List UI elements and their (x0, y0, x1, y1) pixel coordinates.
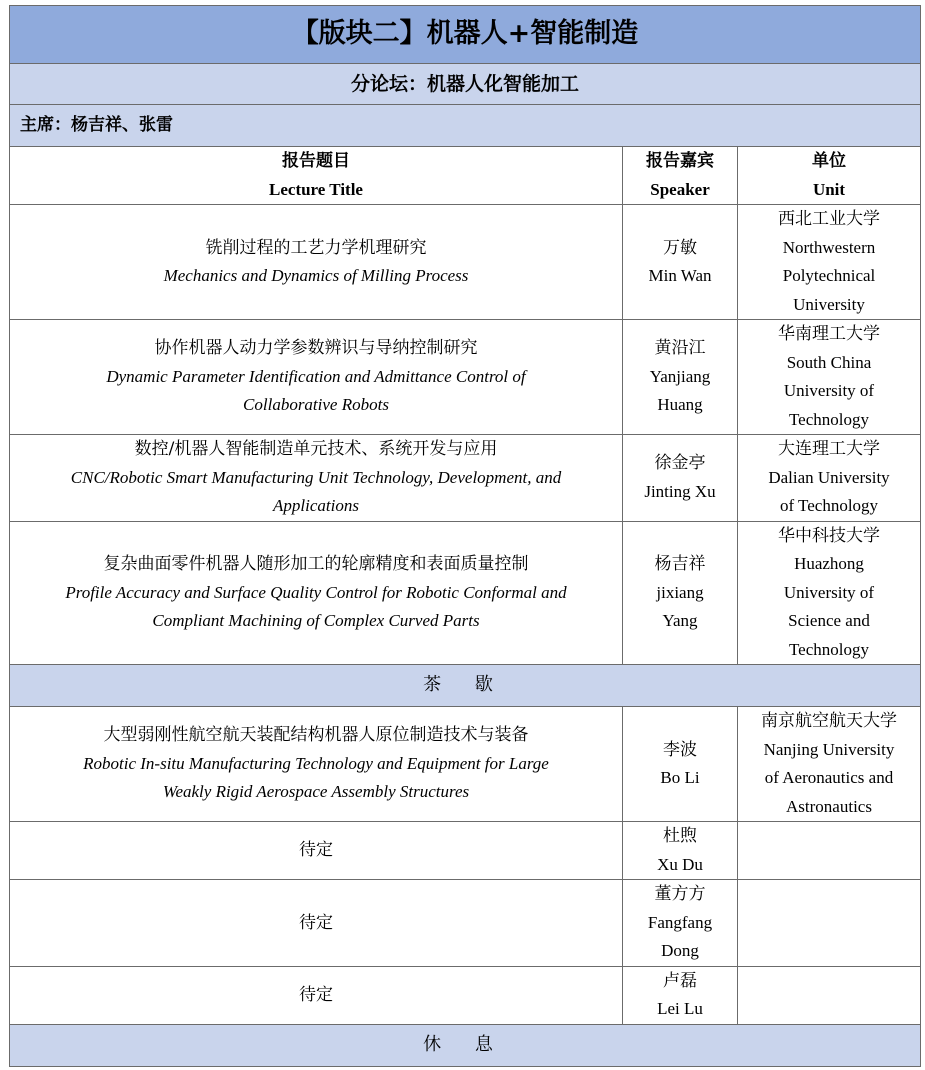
speaker-name-line: Dong (661, 941, 699, 960)
speaker-name-line: 李波 (663, 739, 697, 759)
unit-name-line: Technology (788, 409, 869, 429)
header-unit-zh: 单位 (812, 151, 846, 171)
unit-cell (738, 320, 921, 435)
unit-cell (738, 707, 921, 822)
speaker-name-line: 卢磊 (663, 970, 697, 990)
unit-cell (738, 435, 921, 522)
unit-name-line: Nanjing University (763, 739, 895, 759)
lecture-title-en: CNC/Robotic Smart Manufacturing Unit Technology, Development, and (70, 467, 562, 487)
lecture-title-zh: 复杂曲面零件机器人随形加工的轮廓精度和表面质量控制 (103, 554, 529, 574)
rest-label: 休 息 (10, 1024, 921, 1066)
speaker-name-line: Min Wan (648, 266, 712, 285)
lecture-title-zh: 铣削过程的工艺力学机理研究 (205, 237, 427, 258)
speaker-cell (623, 880, 738, 967)
lecture-title-en: Dynamic Parameter Identification and Admittance Control of (106, 366, 526, 386)
lecture-rows-session-1 (10, 205, 921, 665)
unit-name-line: 大连理工大学 (778, 439, 880, 458)
tea-break-row (10, 665, 921, 707)
lecture-title-cell (10, 435, 623, 522)
lecture-title-en: Collaborative Robots (243, 395, 389, 415)
header-title-zh: 报告题目 (282, 151, 350, 171)
unit-name-line: 华中科技大学 (778, 525, 880, 545)
unit-cell (738, 880, 921, 967)
lecture-title-cell (10, 320, 623, 435)
unit-name-line: University (793, 294, 865, 314)
lecture-title-cell (10, 521, 623, 665)
unit-name-line: 华南理工大学 (778, 324, 880, 343)
speaker-name-line: Jinting Xu (644, 481, 716, 501)
speaker-name-line: 杜煦 (663, 826, 697, 845)
chairs-row (10, 105, 921, 147)
lecture-title-en: Weakly Rigid Aerospace Assembly Structures (162, 782, 470, 802)
header-speaker-en: Speaker (650, 179, 710, 199)
table-row (10, 707, 921, 822)
header-title-en: Lecture Title (269, 179, 363, 199)
header-speaker-cell (623, 147, 738, 205)
unit-name-line: 南京航空航天大学 (761, 711, 897, 730)
lecture-title-en: Compliant Machining of Complex Curved Parts (152, 611, 480, 630)
lecture-title-cell (10, 880, 623, 967)
lecture-title-en: Robotic In-situ Manufacturing Technology and Equipment for Large (83, 753, 549, 773)
header-unit-en: Unit (812, 179, 846, 199)
subforum-title: 分论坛：机器人化智能加工 (10, 64, 921, 105)
unit-cell (738, 822, 921, 880)
table-row (10, 822, 921, 880)
subforum-row (10, 64, 921, 105)
table-row (10, 880, 921, 967)
speaker-cell (623, 435, 738, 522)
unit-name-line: of Technology (779, 496, 879, 515)
speaker-name-line: Lei Lu (657, 999, 703, 1018)
speaker-cell (623, 205, 738, 320)
speaker-cell (623, 822, 738, 880)
rest-row (10, 1024, 921, 1066)
speaker-cell (623, 707, 738, 822)
unit-name-line: South China (786, 352, 872, 372)
unit-name-line: Huazhong (794, 554, 864, 573)
table-row (10, 205, 921, 320)
speaker-name-line: jixiang (656, 582, 704, 602)
lecture-title-cell (10, 707, 623, 822)
speaker-cell (623, 966, 738, 1024)
speaker-name-line: Yang (662, 611, 698, 630)
speaker-name-line: 黄沿江 (654, 338, 706, 358)
schedule-table (9, 5, 921, 1067)
lecture-title-cell (10, 205, 623, 320)
unit-name-line: Northwestern (782, 237, 876, 257)
unit-cell (738, 205, 921, 320)
unit-name-line: Technology (788, 639, 869, 659)
table-row (10, 320, 921, 435)
lecture-title-cell (10, 966, 623, 1024)
table-row (10, 521, 921, 665)
page-title: 【版块二】机器人+智能制造 (10, 6, 921, 64)
speaker-name-line: Bo Li (660, 768, 700, 787)
speaker-name-line: Huang (657, 395, 703, 415)
speaker-cell (623, 521, 738, 665)
lecture-title-zh: 待定 (299, 984, 333, 1005)
speaker-name-line: 杨吉祥 (654, 554, 706, 573)
lecture-title-en: Applications (273, 496, 359, 515)
lecture-title-zh: 数控/机器人智能制造单元技术、系统开发与应用 (134, 439, 498, 459)
header-unit-cell (738, 147, 921, 205)
table-row (10, 435, 921, 522)
table-row (10, 966, 921, 1024)
unit-cell (738, 966, 921, 1024)
speaker-name-line: 徐金亭 (654, 453, 706, 473)
lecture-rows-session-2 (10, 707, 921, 1025)
unit-name-line: Dalian University (768, 467, 890, 487)
speaker-name-line: Fangfang (647, 912, 713, 932)
header-title-cell (10, 147, 623, 205)
unit-name-line: 西北工业大学 (778, 209, 880, 228)
lecture-title-cell (10, 822, 623, 880)
speaker-name-line: Yanjiang (649, 366, 711, 386)
unit-name-line: University of (783, 381, 875, 400)
lecture-title-zh: 协作机器人动力学参数辨识与导纳控制研究 (154, 338, 478, 359)
lecture-title-zh: 待定 (299, 912, 333, 933)
speaker-name-line: Xu Du (657, 854, 703, 874)
unit-name-line: Science and (788, 611, 870, 630)
lecture-title-en: Profile Accuracy and Surface Quality Control for Robotic Conformal and (65, 582, 567, 602)
unit-name-line: of Aeronautics and (764, 768, 894, 787)
lecture-title-zh: 待定 (299, 840, 333, 861)
header-speaker-zh: 报告嘉宾 (646, 151, 714, 171)
schedule-container (9, 5, 920, 1067)
tea-break-label: 茶 歇 (10, 665, 921, 707)
lecture-title-zh: 大型弱刚性航空航天装配结构机器人原位制造技术与装备 (103, 725, 529, 746)
speaker-name-line: 万敏 (663, 237, 697, 257)
unit-name-line: Astronautics (786, 796, 872, 816)
title-row (10, 6, 921, 64)
chairs-label: 主席：杨吉祥、张雷 (10, 105, 921, 147)
unit-name-line: Polytechnical (782, 266, 876, 285)
lecture-title-en: Mechanics and Dynamics of Milling Process (163, 266, 469, 285)
table-header-row (10, 147, 921, 205)
speaker-name-line: 董方方 (654, 884, 706, 903)
unit-cell (738, 521, 921, 665)
unit-name-line: University of (783, 582, 875, 602)
speaker-cell (623, 320, 738, 435)
